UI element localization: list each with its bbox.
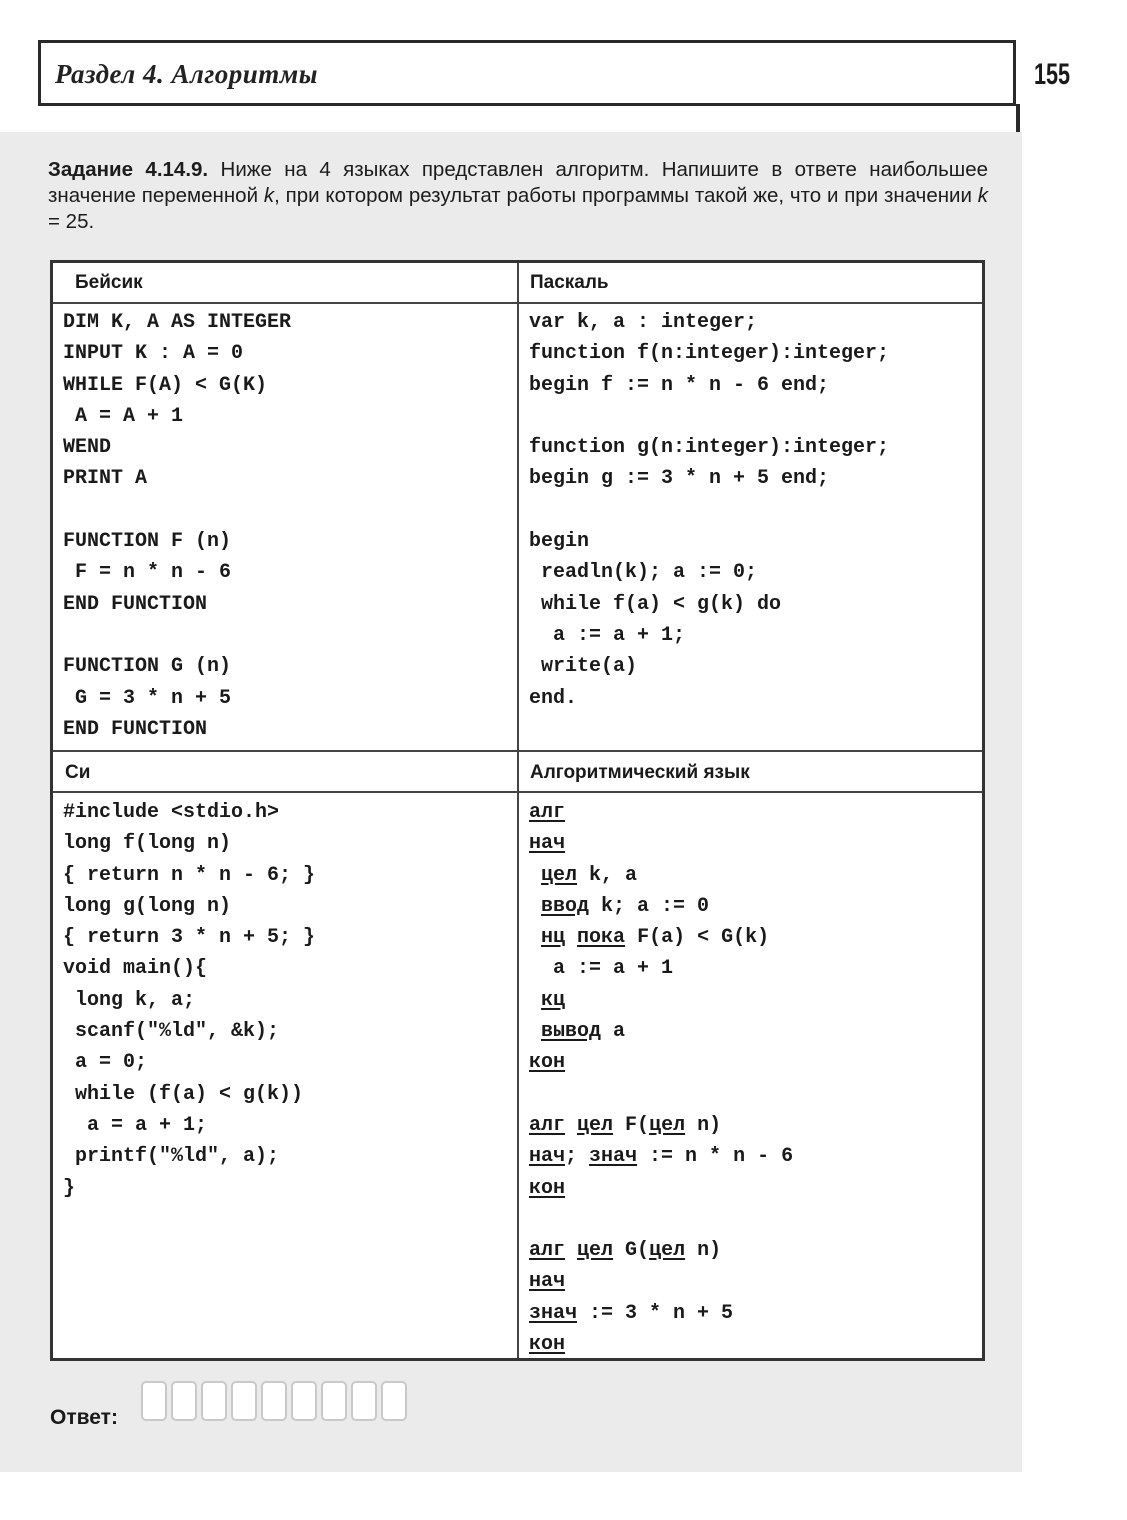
- task-text-part2: , при котором результат работы программы такой же, что и при значении: [274, 184, 972, 207]
- code-line: [529, 797, 793, 828]
- code-line: while f(a) < g(k) do: [529, 592, 782, 616]
- task-var-k-2: k: [977, 184, 989, 207]
- code-line: write(a): [529, 655, 638, 679]
- code-line: readln(k); a := 0;: [529, 561, 758, 585]
- code-line: end.: [529, 686, 578, 710]
- code-line: [529, 922, 793, 953]
- code-pascal: [529, 307, 889, 714]
- algo-text: ;: [565, 1145, 590, 1169]
- code-line: [529, 985, 793, 1016]
- algo-text: := 3 * n + 5: [577, 1301, 734, 1325]
- code-table: [50, 260, 985, 1361]
- header-algo: Алгоритмический язык: [530, 762, 750, 783]
- algo-keyword: цел: [577, 1239, 614, 1263]
- code-line: while (f(a) < g(k)): [63, 1082, 304, 1106]
- algo-keyword: нач: [529, 832, 566, 856]
- code-line: [529, 495, 889, 526]
- code-line: long k, a;: [63, 988, 196, 1012]
- task-statement: [48, 157, 988, 235]
- task-text-part1: Ниже на 4 языках представлен алгоритм. Напишите в ответе наибольшее значение переменной: [48, 158, 989, 207]
- algo-keyword: кц: [541, 988, 566, 1012]
- answer-boxes[interactable]: [141, 1381, 411, 1421]
- header-divider: [1016, 104, 1020, 134]
- answer-digit-box[interactable]: [171, 1381, 197, 1421]
- code-line: function g(n:integer):integer;: [529, 436, 890, 460]
- algo-text: F(: [613, 1113, 650, 1137]
- algo-text: [565, 1239, 577, 1262]
- code-line: DIM K, A AS INTEGER: [63, 311, 292, 334]
- code-line: { return n * n - 6; }: [63, 863, 316, 887]
- answer-digit-box[interactable]: [321, 1381, 347, 1421]
- code-line: }: [63, 1176, 76, 1200]
- algo-keyword: цел: [649, 1113, 686, 1137]
- algo-text: [529, 957, 553, 980]
- code-line: [529, 1235, 793, 1266]
- algo-text: [529, 895, 541, 918]
- code-line: FUNCTION G (n): [63, 655, 232, 679]
- algo-keyword: алг: [529, 1239, 566, 1263]
- algo-text: [529, 926, 541, 949]
- code-line: [529, 1110, 793, 1141]
- code-line: #include <stdio.h>: [63, 801, 280, 824]
- algo-keyword: пока: [577, 926, 626, 950]
- algo-keyword: кон: [529, 1333, 566, 1357]
- algo-text: := n * n - 6: [637, 1145, 794, 1169]
- code-line: [529, 1266, 793, 1297]
- algo-keyword: нач: [529, 1145, 566, 1169]
- answer-digit-box[interactable]: [381, 1381, 407, 1421]
- code-line: A = A + 1: [63, 404, 184, 428]
- answer-digit-box[interactable]: [231, 1381, 257, 1421]
- code-line: [63, 495, 291, 526]
- algo-text: F(a) < G(k): [625, 926, 770, 950]
- table-header-divider-bottom: [53, 791, 982, 793]
- task-var-k: k: [263, 184, 275, 207]
- code-line: [529, 1173, 793, 1204]
- algo-keyword: знач: [529, 1301, 578, 1325]
- code-line: [63, 620, 291, 651]
- answer-digit-box[interactable]: [201, 1381, 227, 1421]
- code-line: long f(long n): [63, 832, 232, 856]
- section-title: Раздел 4. Алгоритмы: [55, 59, 319, 89]
- header-c: Си: [65, 762, 91, 783]
- code-line: [529, 1141, 793, 1172]
- answer-digit-box[interactable]: [351, 1381, 377, 1421]
- code-line: [529, 1298, 793, 1329]
- code-line: [529, 1047, 793, 1078]
- code-line: [529, 1204, 793, 1235]
- algo-keyword: кон: [529, 1176, 566, 1200]
- algo-keyword: кон: [529, 1051, 566, 1075]
- answer-digit-box[interactable]: [141, 1381, 167, 1421]
- header-pascal: Паскаль: [530, 272, 609, 293]
- algo-text: [529, 989, 541, 1012]
- page-number: 155: [1034, 58, 1071, 91]
- code-line: void main(){: [63, 957, 208, 981]
- code-line: [529, 891, 793, 922]
- table-column-divider: [517, 263, 519, 1358]
- code-line: function f(n:integer):integer;: [529, 342, 890, 366]
- header-basic: Бейсик: [75, 272, 143, 293]
- code-c: [63, 797, 315, 1204]
- algo-keyword: ввод: [541, 894, 590, 918]
- code-line: [529, 828, 793, 859]
- algo-keyword: нач: [529, 1270, 566, 1294]
- algo-keyword: цел: [577, 1113, 614, 1137]
- algo-keyword: цел: [541, 863, 578, 887]
- code-line: long g(long n): [63, 894, 232, 918]
- code-line: [529, 953, 793, 984]
- algo-keyword: цел: [649, 1239, 686, 1263]
- code-line: END FUNCTION: [63, 717, 208, 741]
- algo-text: [529, 864, 541, 887]
- algo-keyword: вывод: [541, 1020, 602, 1044]
- code-line: a := a + 1;: [529, 623, 686, 647]
- code-line: begin f := n * n - 6 end;: [529, 373, 830, 397]
- code-line: begin: [529, 530, 590, 554]
- algo-keyword: нц: [541, 926, 566, 950]
- algo-text: n): [685, 1113, 722, 1137]
- algo-keyword: знач: [589, 1145, 638, 1169]
- algo-text: k; a := 0: [589, 894, 710, 918]
- code-line: WEND: [63, 436, 112, 460]
- code-line: FUNCTION F (n): [63, 530, 232, 554]
- code-line: [529, 1016, 793, 1047]
- code-line: begin g := 3 * n + 5 end;: [529, 467, 830, 491]
- code-line: [529, 860, 793, 891]
- code-line: INPUT K : A = 0: [63, 342, 244, 366]
- code-line: scanf("%ld", &k);: [63, 1020, 280, 1044]
- algo-text: [565, 1114, 577, 1137]
- code-line: F = n * n - 6: [63, 561, 232, 585]
- algo-text: G(: [613, 1239, 650, 1263]
- task-label: Задание 4.14.9.: [48, 158, 209, 181]
- answer-digit-box[interactable]: [261, 1381, 287, 1421]
- code-line: { return 3 * n + 5; }: [63, 926, 316, 950]
- section-header: [38, 40, 1016, 106]
- task-text-part3: = 25.: [48, 210, 95, 233]
- code-line: G = 3 * n + 5: [63, 686, 232, 710]
- algo-text: [565, 926, 577, 949]
- code-line: a = a + 1;: [63, 1113, 208, 1137]
- algo-text: k, a: [577, 863, 638, 887]
- algo-text: a := a + 1: [553, 957, 674, 981]
- answer-label: Ответ:: [50, 1406, 118, 1429]
- algo-text: n): [685, 1239, 722, 1263]
- answer-digit-box[interactable]: [291, 1381, 317, 1421]
- code-line: var k, a : integer;: [529, 311, 758, 334]
- table-header-divider-top: [53, 302, 982, 304]
- table-row-divider: [53, 750, 982, 752]
- algo-keyword: алг: [529, 801, 566, 824]
- code-line: printf("%ld", a);: [63, 1145, 280, 1169]
- algo-text: a: [601, 1020, 626, 1044]
- code-algo: [529, 797, 793, 1360]
- code-line: a = 0;: [63, 1051, 148, 1075]
- algo-text: [529, 1020, 541, 1043]
- code-line: END FUNCTION: [63, 592, 208, 616]
- code-line: [529, 1079, 793, 1110]
- code-basic: [63, 307, 291, 745]
- code-line: [529, 401, 889, 432]
- code-line: WHILE F(A) < G(K): [63, 373, 268, 397]
- code-line: PRINT A: [63, 467, 148, 491]
- code-line: [529, 1329, 793, 1360]
- algo-keyword: алг: [529, 1113, 566, 1137]
